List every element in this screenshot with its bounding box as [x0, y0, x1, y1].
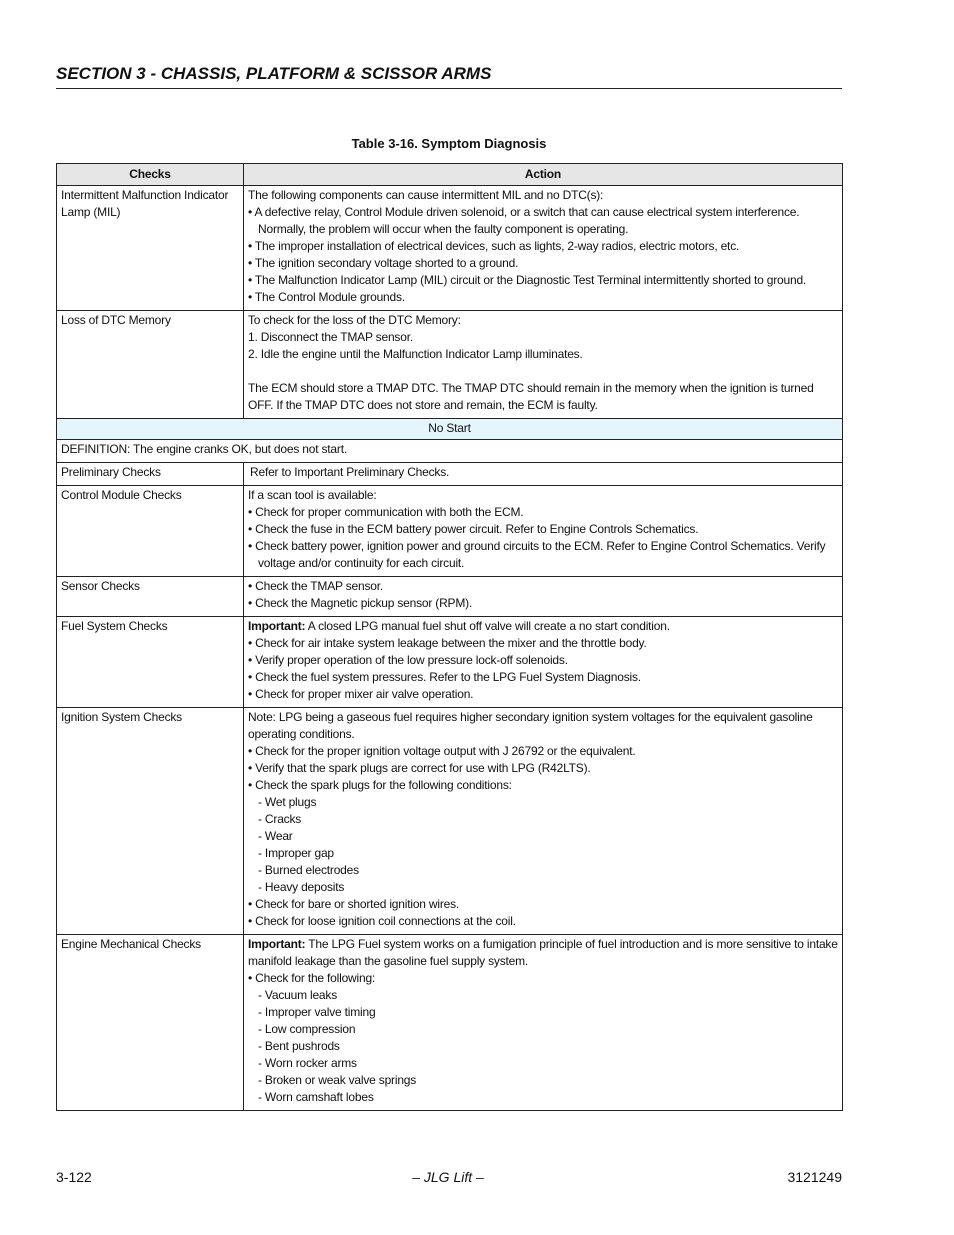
table-row: [57, 463, 843, 486]
action-note: Note: LPG being a gaseous fuel requires higher secondary ignition system voltages for the equivalent gasoline operating conditions.: [248, 710, 813, 741]
spacer: [248, 363, 838, 380]
check-cell: Sensor Checks: [57, 577, 244, 617]
table-row: [57, 577, 843, 617]
section-title: SECTION 3 - CHASSIS, PLATFORM & SCISSOR ARMS: [56, 64, 842, 89]
action-line: 1. Disconnect the TMAP sensor.: [248, 330, 413, 344]
sub-item: - Wet plugs: [258, 795, 317, 809]
check-cell: Fuel System Checks: [57, 617, 244, 708]
sub-item: - Improper valve timing: [258, 1005, 376, 1019]
sub-item: - Vacuum leaks: [258, 988, 338, 1002]
table-row: [57, 617, 843, 708]
action-bullet: • Check the Magnetic pickup sensor (RPM).: [248, 596, 473, 610]
table-title: Table 3-16. Symptom Diagnosis: [351, 136, 547, 151]
check-cell: Loss of DTC Memory: [57, 311, 244, 419]
band-label: No Start: [57, 419, 843, 440]
action-cell: [244, 617, 843, 708]
action-bullet: • The Control Module grounds.: [248, 290, 405, 304]
action-intro: If a scan tool is available:: [248, 488, 377, 502]
action-bullet: • Check for the proper ignition voltage output with J 26792 or the equivalent.: [248, 744, 636, 758]
table-row: [57, 186, 843, 311]
important-label: Important:: [248, 619, 306, 633]
sub-item: - Low compression: [258, 1022, 356, 1036]
action-bullet: • Check the spark plugs for the following conditions:: [248, 778, 512, 792]
no-start-band: [57, 419, 843, 440]
action-cell: Refer to Important Preliminary Checks.: [244, 463, 843, 486]
sub-item: - Wear: [258, 829, 293, 843]
action-bullet: • Check for loose ignition coil connections at the coil.: [248, 914, 516, 928]
action-cell: [244, 935, 843, 1111]
action-bullet: • Check battery power, ignition power and ground circuits to the ECM. Refer to Engine Control Schematics. Verify voltage and/or continuity for each circuit.: [248, 539, 826, 570]
page-number: 3-122: [56, 1169, 92, 1185]
action-bullet: • Check for bare or shorted ignition wires.: [248, 897, 460, 911]
action-bullet: • Verify that the spark plugs are correct for use with LPG (R42LTS).: [248, 761, 591, 775]
check-cell: Intermittent Malfunction Indicator Lamp (MIL): [57, 186, 244, 311]
sub-item: - Burned electrodes: [258, 863, 359, 877]
check-cell: Preliminary Checks: [57, 463, 244, 486]
action-bullet: • Check for air intake system leakage between the mixer and the throttle body.: [248, 636, 647, 650]
action-line: 2. Idle the engine until the Malfunction Indicator Lamp illuminates.: [248, 347, 583, 361]
table-row: [57, 935, 843, 1111]
action-bullet: • The ignition secondary voltage shorted to a ground.: [248, 256, 519, 270]
action-bullet: • Check the fuel system pressures. Refer to the LPG Fuel System Diagnosis.: [248, 670, 641, 684]
sub-item: - Heavy deposits: [258, 880, 345, 894]
table-header-row: [57, 164, 843, 186]
column-header-action: Action: [244, 164, 843, 186]
action-cell: [244, 186, 843, 311]
important-note: [248, 936, 838, 970]
action-bullet: • Check the TMAP sensor.: [248, 579, 384, 593]
action-cell: [244, 708, 843, 935]
important-text: A closed LPG manual fuel shut off valve will create a no start condition.: [305, 619, 670, 633]
table-row: [57, 708, 843, 935]
sub-item: - Bent pushrods: [258, 1039, 340, 1053]
symptom-diagnosis-table: [56, 163, 843, 1111]
important-label: Important:: [248, 937, 306, 951]
action-cell: [244, 311, 843, 419]
check-cell: Control Module Checks: [57, 486, 244, 577]
action-bullet: • Check the fuse in the ECM battery power circuit. Refer to Engine Controls Schematics.: [248, 522, 699, 536]
action-line: To check for the loss of the DTC Memory:: [248, 313, 461, 327]
check-cell: Engine Mechanical Checks: [57, 935, 244, 1111]
action-bullet: • Verify proper operation of the low pressure lock-off solenoids.: [248, 653, 568, 667]
action-bullet: • Check for the following:: [248, 971, 376, 985]
action-intro: The following components can cause intermittent MIL and no DTC(s):: [248, 188, 604, 202]
important-note: [248, 618, 838, 635]
sub-item: - Worn camshaft lobes: [258, 1090, 374, 1104]
sub-item: - Broken or weak valve springs: [258, 1073, 417, 1087]
action-bullet: • The Malfunction Indicator Lamp (MIL) circuit or the Diagnostic Test Terminal intermittently shorted to ground.: [248, 273, 807, 287]
important-text: The LPG Fuel system works on a fumigation principle of fuel introduction and is more sensitive to intake manifold leakage than the gasoline fuel supply system.: [248, 937, 838, 968]
action-cell: [244, 486, 843, 577]
document-number: 3121249: [787, 1169, 842, 1185]
table-row: [57, 486, 843, 577]
action-bullet: • A defective relay, Control Module driven solenoid, or a switch that can cause electrical system interference. Normally, the problem will occur when the faulty component is operating.: [248, 205, 800, 236]
action-note: The ECM should store a TMAP DTC. The TMAP DTC should remain in the memory when the ignition is turned OFF. If the TMAP DTC does not store and remain, the ECM is faulty.: [248, 381, 814, 412]
action-bullet: • The improper installation of electrical devices, such as lights, 2-way radios, electric motors, etc.: [248, 239, 740, 253]
table-row: [57, 311, 843, 419]
definition-row: [57, 440, 843, 463]
sub-item: - Worn rocker arms: [258, 1056, 357, 1070]
sub-item: - Improper gap: [258, 846, 334, 860]
action-bullet: • Check for proper mixer air valve operation.: [248, 687, 474, 701]
check-cell: Ignition System Checks: [57, 708, 244, 935]
footer-brand: – JLG Lift –: [412, 1169, 484, 1185]
definition-text: DEFINITION: The engine cranks OK, but does not start.: [57, 440, 843, 463]
action-cell: [244, 577, 843, 617]
action-bullet: • Check for proper communication with both the ECM.: [248, 505, 524, 519]
column-header-checks: Checks: [57, 164, 244, 186]
sub-item: - Cracks: [258, 812, 302, 826]
